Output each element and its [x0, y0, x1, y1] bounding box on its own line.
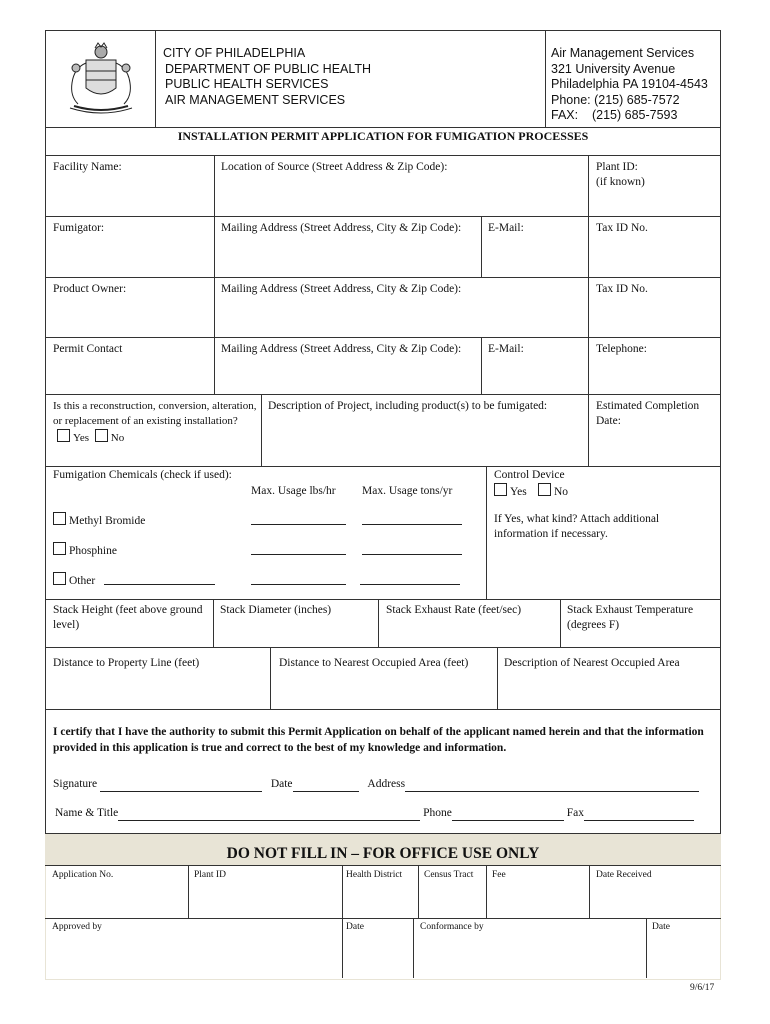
- application-no-field: Application No.: [52, 870, 114, 880]
- address-input[interactable]: [405, 779, 699, 792]
- permit-contact-field[interactable]: Permit Contact: [53, 343, 123, 355]
- control-yes-label: Yes: [510, 486, 527, 498]
- owner-tax-id-field[interactable]: Tax ID No.: [596, 283, 648, 295]
- other-chemical-checkbox[interactable]: [53, 572, 95, 587]
- fumigator-field[interactable]: Fumigator:: [53, 222, 105, 234]
- signature-line: [53, 777, 718, 792]
- max-lbs-header: Max. Usage lbs/hr: [251, 485, 336, 497]
- max-tons-header: Max. Usage tons/yr: [362, 485, 453, 497]
- approval-date-field: Date: [346, 922, 364, 932]
- other-lbs-input[interactable]: [251, 573, 346, 585]
- date-label: Date: [270, 778, 293, 790]
- reconstruction-label: Is this a reconstruction, conversion, alteration, or replacement of an existing installation?: [53, 400, 257, 427]
- agency-name: Air Management Services: [551, 46, 695, 60]
- occupied-area-distance-field[interactable]: Distance to Nearest Occupied Area (feet): [279, 657, 469, 669]
- plant-id-field[interactable]: [596, 160, 645, 190]
- signature-label: Signature: [53, 778, 98, 790]
- agency-street: 321 University Avenue: [551, 61, 676, 76]
- form-title: INSTALLATION PERMIT APPLICATION FOR FUMIGATION PROCESSES: [177, 129, 589, 143]
- facility-name-field[interactable]: Facility Name:: [53, 161, 122, 173]
- project-description-field[interactable]: Description of Project, including product(s) to be fumigated:: [268, 400, 548, 412]
- phosphine-tons-input[interactable]: [362, 543, 462, 555]
- control-no-label: No: [554, 486, 569, 498]
- chemicals-heading: Fumigation Chemicals (check if used):: [53, 469, 232, 481]
- name-title-input[interactable]: [118, 808, 420, 821]
- phosphine-lbs-input[interactable]: [251, 543, 346, 555]
- phone-input[interactable]: [452, 808, 564, 821]
- census-tract-field: Census Tract: [424, 870, 474, 880]
- methyl-bromide-tons-input[interactable]: [362, 513, 462, 525]
- phosphine-label: Phosphine: [69, 545, 117, 557]
- methyl-bromide-label: Methyl Bromide: [69, 515, 146, 527]
- methyl-bromide-lbs-input[interactable]: [251, 513, 346, 525]
- completion-date-field[interactable]: Estimated Completion Date:: [596, 400, 700, 427]
- fax-input[interactable]: [584, 808, 694, 821]
- phone-label: Phone: [423, 807, 452, 819]
- property-line-distance-field[interactable]: Distance to Property Line (feet): [53, 657, 200, 669]
- plant-id-note: (if known): [596, 176, 645, 188]
- stack-diameter-field[interactable]: Stack Diameter (inches): [220, 604, 332, 616]
- city-department-block: [163, 46, 463, 108]
- department-name: DEPARTMENT OF PUBLIC HEALTH: [165, 61, 372, 76]
- occupied-area-description-field[interactable]: Description of Nearest Occupied Area: [504, 657, 680, 669]
- control-no-checkbox[interactable]: [538, 483, 568, 498]
- control-yes-checkbox[interactable]: [494, 483, 527, 498]
- other-tons-input[interactable]: [360, 573, 460, 585]
- reconstruction-question: [53, 399, 258, 446]
- telephone-field[interactable]: Telephone:: [596, 343, 647, 355]
- revision-date: 9/6/17: [690, 983, 715, 993]
- phosphine-checkbox[interactable]: [53, 542, 117, 557]
- approved-by-field: Approved by: [52, 922, 102, 932]
- other-label: Other: [69, 575, 96, 587]
- owner-mailing-field[interactable]: Mailing Address (Street Address, City & Zip Code):: [221, 283, 462, 295]
- fumigator-mailing-field[interactable]: Mailing Address (Street Address, City & Zip Code):: [221, 222, 462, 234]
- health-district-field: Health District: [346, 870, 403, 880]
- reconstruction-no-checkbox[interactable]: [95, 432, 124, 444]
- control-device-note: If Yes, what kind? Attach additional information if necessary.: [494, 513, 660, 540]
- fax-label: Fax: [566, 807, 585, 819]
- city-seal-logo: [56, 38, 146, 120]
- office-plant-id-field: Plant ID: [194, 870, 226, 880]
- fumigator-email-field[interactable]: E-Mail:: [488, 222, 524, 234]
- yes-label: Yes: [73, 432, 90, 444]
- methyl-bromide-checkbox[interactable]: [53, 512, 145, 527]
- program-name: AIR MANAGEMENT SERVICES: [165, 92, 346, 107]
- agency-fax: FAX: (215) 685-7593: [551, 108, 678, 122]
- reconstruction-yes-checkbox[interactable]: [57, 432, 89, 444]
- signature-input[interactable]: [100, 779, 262, 792]
- other-chemical-input[interactable]: [104, 573, 215, 585]
- office-use-heading: DO NOT FILL IN – FOR OFFICE USE ONLY: [226, 845, 540, 862]
- plant-id-label: Plant ID:: [596, 161, 638, 173]
- name-title-label: Name & Title: [55, 807, 119, 819]
- name-title-line: [55, 806, 720, 821]
- certification-statement: I certify that I have the authority to submit this Permit Application on behalf of the applicant named herein and that the information provided in this application is true and correct to the best of my knowledge and information.: [53, 726, 704, 754]
- location-field[interactable]: Location of Source (Street Address & Zip Code):: [221, 161, 448, 173]
- stack-exhaust-temp-field[interactable]: Stack Exhaust Temperature (degrees F): [567, 604, 694, 631]
- date-input[interactable]: [293, 779, 359, 792]
- control-device-label: Control Device: [494, 469, 565, 481]
- date-received-field: Date Received: [596, 870, 652, 880]
- service-name: PUBLIC HEALTH SERVICES: [165, 77, 329, 91]
- fee-field: Fee: [492, 870, 506, 880]
- city-name: CITY OF PHILADELPHIA: [163, 46, 306, 60]
- stack-exhaust-rate-field[interactable]: Stack Exhaust Rate (feet/sec): [386, 604, 522, 616]
- stack-height-field[interactable]: Stack Height (feet above ground level): [53, 604, 203, 631]
- fumigator-tax-id-field[interactable]: Tax ID No.: [596, 222, 648, 234]
- address-label: Address: [367, 778, 406, 790]
- agency-phone: Phone: (215) 685-7572: [551, 92, 680, 107]
- agency-address-block: [551, 46, 719, 124]
- conformance-by-field: Conformance by: [420, 922, 484, 932]
- product-owner-field[interactable]: Product Owner:: [53, 283, 127, 295]
- agency-city: Philadelphia PA 19104-4543: [551, 77, 708, 91]
- contact-mailing-field[interactable]: Mailing Address (Street Address, City & Zip Code):: [221, 343, 462, 355]
- contact-email-field[interactable]: E-Mail:: [488, 343, 524, 355]
- no-label: No: [110, 432, 125, 444]
- conformance-date-field: Date: [652, 922, 670, 932]
